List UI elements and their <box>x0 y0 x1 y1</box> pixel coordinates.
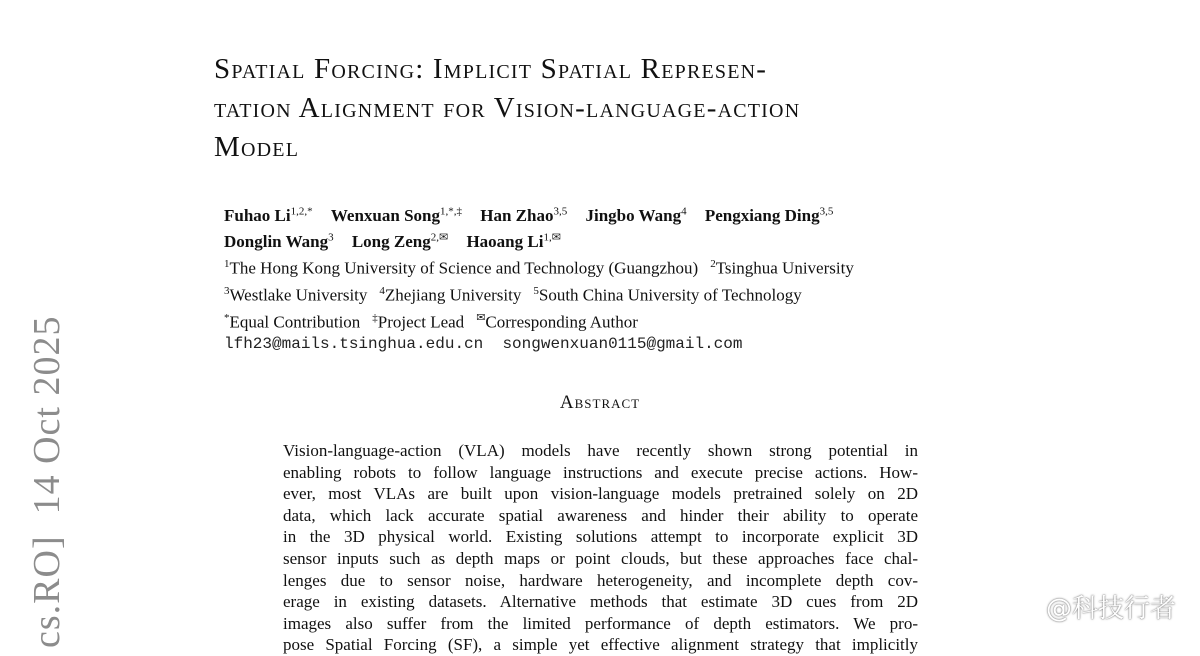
author: Wenxuan Song$^{1,*,\ddagger}$ <box>330 205 462 225</box>
arxiv-stamp: cs.RO] 14 Oct 2025 <box>26 315 68 648</box>
title-line: Spatial Forcing: Implicit Spatial Represen- <box>214 53 768 85</box>
abstract-line: data, which lack accurate spatial awareness and hinder their ability to operate <box>283 505 918 525</box>
paper-title <box>214 50 994 167</box>
author: Jingbo Wang$^4$ <box>585 205 687 225</box>
site-watermark <box>1046 588 1176 625</box>
author: Haoang $Li^{1,✉}$ <box>466 231 561 252</box>
watermark-text: @科技行者 <box>1045 594 1176 624</box>
affiliation-line: $^3$Westlake University $^4$Zhejiang University $^5$South China University of Technology <box>224 284 802 305</box>
title-line: Model <box>214 131 300 163</box>
abstract-line: in the 3D physical world. Existing solutions attempt to incorporate explicit 3D <box>283 527 918 547</box>
abstract-line: enabling robots to follow language instructions and execute precise actions. How- <box>283 462 918 482</box>
abstract-body <box>283 440 918 656</box>
abstract-line: pose Spatial Forcing (SF), a simple yet effective alignment strategy that implicitly <box>283 635 918 655</box>
abstract-line: images also suffer from the limited performance of depth estimators. We pro- <box>283 613 918 633</box>
author: Pengxiang Ding$^{3,5}$ <box>704 205 834 225</box>
footnote-legend: *Equal Contribution ‡Project Lead ✉Corresponding Author <box>224 311 638 332</box>
author: Donglin Wang$^3$ <box>224 231 334 252</box>
abstract-line: ever, most VLAs are built upon vision-language models pretrained solely on 2D <box>283 484 918 504</box>
author: Long Zeng$^{2,✉}$ <box>351 231 449 252</box>
abstract-heading: Abstract <box>559 392 641 413</box>
author-row <box>224 227 1024 254</box>
author-block <box>224 200 1024 356</box>
affiliation-line: $^1$The Hong Kong University of Science and Technology (Guangzhou) $^2$Tsinghua University <box>224 258 854 278</box>
author: Fuhao $Li^{1,2,*}$ <box>224 205 313 225</box>
author-row <box>224 200 1024 227</box>
abstract-line: erage in existing datasets. Alternative methods that estimate 3D cues from 2D <box>283 592 918 612</box>
abstract-line: lenges due to sensor noise, hardware heterogeneity, and incomplete depth cov- <box>283 570 918 590</box>
title-line: tation Alignment for Vision-language-action <box>214 92 801 124</box>
abstract-line: Vision-language-action (VLA) models have recently shown strong potential in <box>283 441 918 460</box>
author: Han Zhao$^{3,5}$ <box>480 205 568 225</box>
abstract-line: sensor inputs such as depth maps or point clouds, but these approaches face chal- <box>283 548 918 568</box>
author-emails: lfh23@mails.tsinghua.edu.cn songwenxuan0115@gmail.com <box>224 335 743 354</box>
